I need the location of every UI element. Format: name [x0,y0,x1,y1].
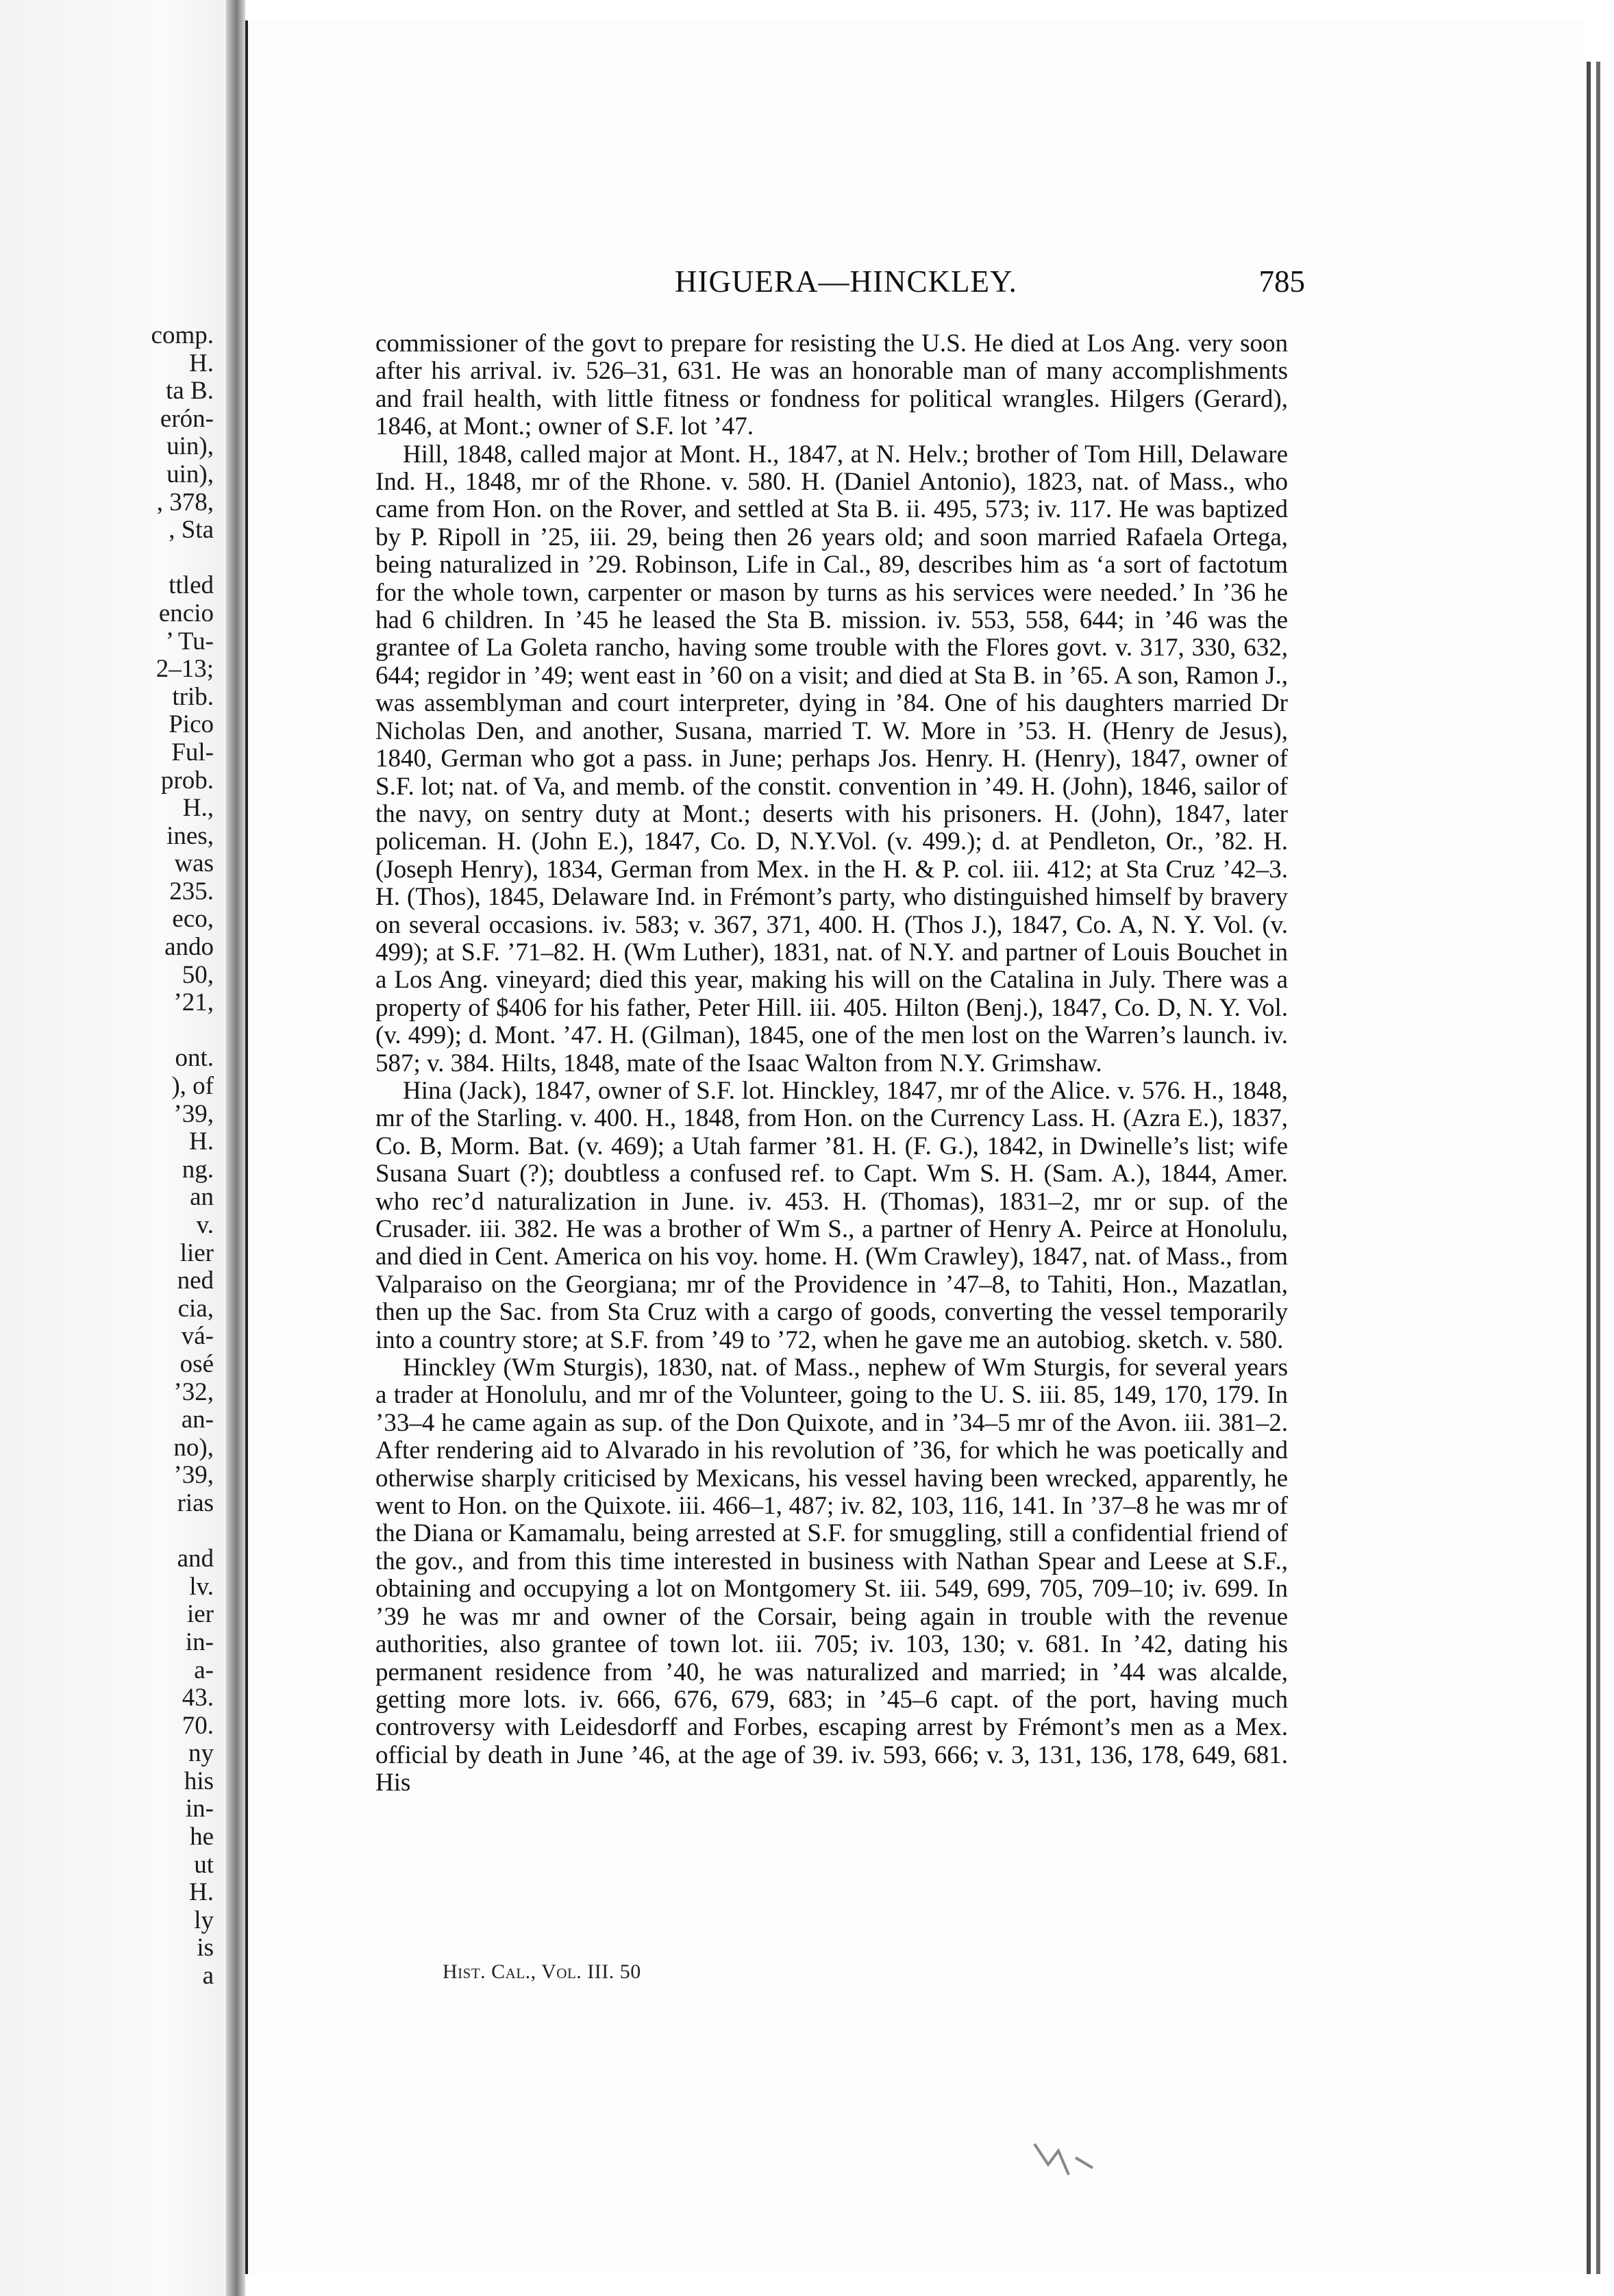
paragraph: Hill, 1848, called major at Mont. H., 1847, at N. Helv.; brother of Tom Hill, Delaware Ind. H., 1848, mr of the Rhone. v. 580. H. (Daniel Antonio), 1823, nat. of Mass., who came from Hon. on the Rover, and settled at Sta B. ii. 495, 573; iv. 117. He was baptized by P. Ripoll in ’25, iii. 29, being then 26 years old; and soon married Rafaela Ortega, being naturalized in ’29. Robinson, Life in Cal., 89, describes him as ‘a sort of factotum for the whole town, carpenter or mason by turns as his services were needed.’ In ’36 he had 6 children. In ’45 he leased the Sta B. mission. iv. 553, 558, 644; in ’46 was the grantee of La Goleta rancho, having some trouble with the Flores govt. v. 317, 330, 632, 644; regidor in ’49; went east in ’60 on a visit; and died at Sta B. in ’65. A son, Ramon J., was assemblyman and court interpreter, dying in ’84. One of his daughters married Dr Nicholas Den, and another, Susana, married T. W. More in ’53. H. (Henry de Jesus), 1840, German who got a pass. in June; perhaps Jos. Henry. H. (Henry), 1847, owner of S.F. lot; nat. of Va, and memb. of the constit. convention in ’49. H. (John), 1846, sailor of the navy, on sentry duty at Mont.; deserts with his prisoners. H. (John), 1847, later policeman. H. (John E.), 1847, Co. D, N.Y.Vol. (v. 499.); d. at Pendleton, Or., ’82. H. (Joseph Henry), 1834, German from Mex. in the H. & P. col. iii. 412; at Sta Cruz ’42–3. H. (Thos), 1845, Delaware Ind. in Frémont’s party, who distinguished himself by bravery on several occasions. iv. 583; v. 367, 371, 400. H. (Thos J.), 1847, Co. A, N. Y. Vol. (v. 499); at S.F. ’71–82. H. (Wm Luther), 1831, nat. of N.Y. and partner of Louis Bouchet in a Los Ang. vineyard; died this year, making his will on the Catalina in July. There was a property of $406 for his father, Peter Hill. iii. 405. Hilton (Benj.), 1847, Co. D, N. Y. Vol. (v. 499); d. Mont. ’47. H. (Gilman), 1845, one of the men lost on the Warren’s launch. iv. 587; v. 384. Hilts, 1848, mate of the Isaac Walton from N.Y. Grimshaw. [375,440,1288,1077]
fragment-line: v. [196,1211,214,1239]
fragment-line: 43. [182,1684,214,1712]
paragraph: Hina (Jack), 1847, owner of S.F. lot. Hinckley, 1847, mr of the Alice. v. 576. H., 1848, mr of the Starling. v. 400. H., 1848, from Hon. on the Currency Lass. H. (Azra E.), 1837, Co. B, Morm. Bat. (v. 469); a Utah farmer ’81. H. (F. G.), 1842, in Dwinelle’s list; wife Susana Suart (?); doubtless a confused ref. to Capt. Wm S. H. (Sam. A.), 1844, Amer. who rec’d naturalization in June. iv. 453. H. (Thomas), 1831–2, mr or sup. of the Crusader. iii. 382. He was a brother of Wm S., a partner of Henry A. Peirce at Honolulu, and died in Cent. America on his voy. home. H. (Wm Crawley), 1847, nat. of Mass., from Valparaiso on the Georgiana; mr of the Providence in ’47–8, to Tahiti, Hon., Mazatlan, then up the Sac. from Sta Cruz with a cargo of goods, converting the vessel temporarily into a country store; at S.F. from ’49 to ’72, when he gave me an autobiog. sketch. v. 580. [375,1076,1288,1354]
fragment-line: no), [173,1433,214,1462]
ink-stroke [1034,2144,1093,2175]
fragment-line: lv. [189,1572,214,1601]
fragment-line: was [174,849,214,878]
fragment-line: encio [158,599,214,627]
fragment-line: uin), [166,460,214,488]
fragment-line: erón- [160,404,214,433]
fragment-line: H., [182,794,214,823]
fragment-line: in- [185,1627,214,1656]
paragraph: Hinckley (Wm Sturgis), 1830, nat. of Mass., nephew of Wm Sturgis, for several years a trader at Honolulu, and mr of the Volunteer, going to the U. S. iii. 85, 149, 170, 179. In ’33–4 he came again as sup. of the Don Quixote, and in ’34–5 mr of the Avon. iii. 381–2. After rendering aid to Alvarado in his revolution of ’36, for which he was poetically and otherwise sharply criticised by Mexicans, his vessel having been wrecked, apparently, he went to Hon. on the Quixote. iii. 466–1, 487; iv. 82, 103, 116, 141. In ’37–8 he was mr of the Diana or Kamamalu, being arrested at S.F. for smuggling, still a confidential friend of the gov., and from this time interested in business with Nathan Spear and Leese at S.F., obtaining and occupying a lot on Montgomery St. iii. 549, 699, 705, 709–10; iv. 699. In ’39 he was mr and owner of the Corsair, being again in trouble with the revenue authorities, also grantee of town lot. iii. 705; iv. 103, 130; v. 681. In ’42, dating his permanent residence from ’40, he was naturalized and married; in ’44 was alcalde, getting more lots. iv. 666, 676, 679, 683; in ’45–6 capt. of the port, having much controversy with Leidesdorff and Forbes, escaping arrest by Frémont’s men as a Mex. official by death in June ’46, at the age of 39. iv. 593, 666; v. 3, 131, 136, 178, 649, 681. His [375,1353,1288,1797]
page-edge [1596,62,1600,2274]
fragment-line: a [202,1962,214,1991]
fragment-line: ny [188,1739,214,1768]
fragment-line: comp. [151,321,214,349]
fragment-line: ’32, [173,1377,214,1406]
page-body [375,330,1288,1797]
fragment-line: ’39, [173,1461,214,1490]
fragment-line: lier [179,1238,214,1267]
fragment-line: an [190,1183,214,1212]
fragment-line: a- [194,1656,214,1684]
fragment-line: eco, [172,905,214,934]
left-page-fragment [0,322,214,1991]
fragment-line: ’21, [173,988,214,1017]
fragment-line: 235. [169,877,214,906]
fragment-line: and [177,1545,214,1573]
fragment-line: ly [194,1906,214,1934]
fragment-line: 50, [182,960,214,989]
fragment-line: ), of [171,1072,214,1101]
fragment-line: 70. [182,1711,214,1740]
fragment-line: Ful- [171,738,214,766]
fragment-line: in- [185,1795,214,1823]
paragraph: commissioner of the govt to prepare for resisting the U.S. He died at Los Ang. very soon after his arrival. iv. 526–31, 631. He was an honorable man of many accomplishments and frail health, with little fitness or fondness for political wrangles. Hilgers (Gerard), 1846, at Mont.; owner of S.F. lot ’47. [375,329,1288,441]
page-number: 785 [1258,264,1305,299]
fragment-line: 2–13; [156,655,214,684]
fragment-line: his [184,1767,214,1795]
fragment-line: vá- [181,1322,214,1351]
fragment-line: he [190,1823,214,1851]
fragment-line: rias [177,1488,214,1517]
fragment-line [0,1518,214,1546]
page-header [675,264,1305,305]
fragment-line: uin), [166,432,214,461]
fragment-line: H. [189,1127,214,1156]
fragment-line: trib. [172,682,214,711]
running-title: HIGUERA—HINCKLEY. [675,264,1017,299]
fragment-line: ta B. [166,377,214,405]
signature-line [443,1960,922,1984]
fragment-line: ’39, [173,1099,214,1128]
fragment-line: ttled [169,571,214,600]
ink-mark [1028,2130,1110,2185]
fragment-line: cia, [177,1294,214,1323]
page-edge [1587,62,1591,2274]
fragment-line: , 378, [156,488,214,516]
fragment-line: ut [194,1850,214,1879]
fragment-line: osé [179,1349,214,1378]
fragment-line: ng. [182,1155,214,1184]
fragment-line: ando [164,933,214,962]
fragment-line: , Sta [169,516,214,545]
fragment-line [0,1017,214,1045]
fragment-line: ont. [175,1044,214,1073]
signature-text: Hist. Cal., Vol. III. 50 [443,1960,641,1983]
fragment-line: prob. [160,766,214,795]
fragment-line: H. [189,1878,214,1907]
fragment-line: ’ Tu- [165,627,214,656]
fragment-line [0,545,214,573]
fragment-line: Pico [169,710,214,739]
fragment-line: H. [189,349,214,377]
fragment-line: ines, [166,821,214,850]
fragment-line: is [197,1934,214,1962]
book-gutter [226,0,245,2296]
fragment-line: ned [177,1266,214,1295]
fragment-line: an- [181,1406,214,1434]
fragment-line: ier [186,1600,214,1629]
